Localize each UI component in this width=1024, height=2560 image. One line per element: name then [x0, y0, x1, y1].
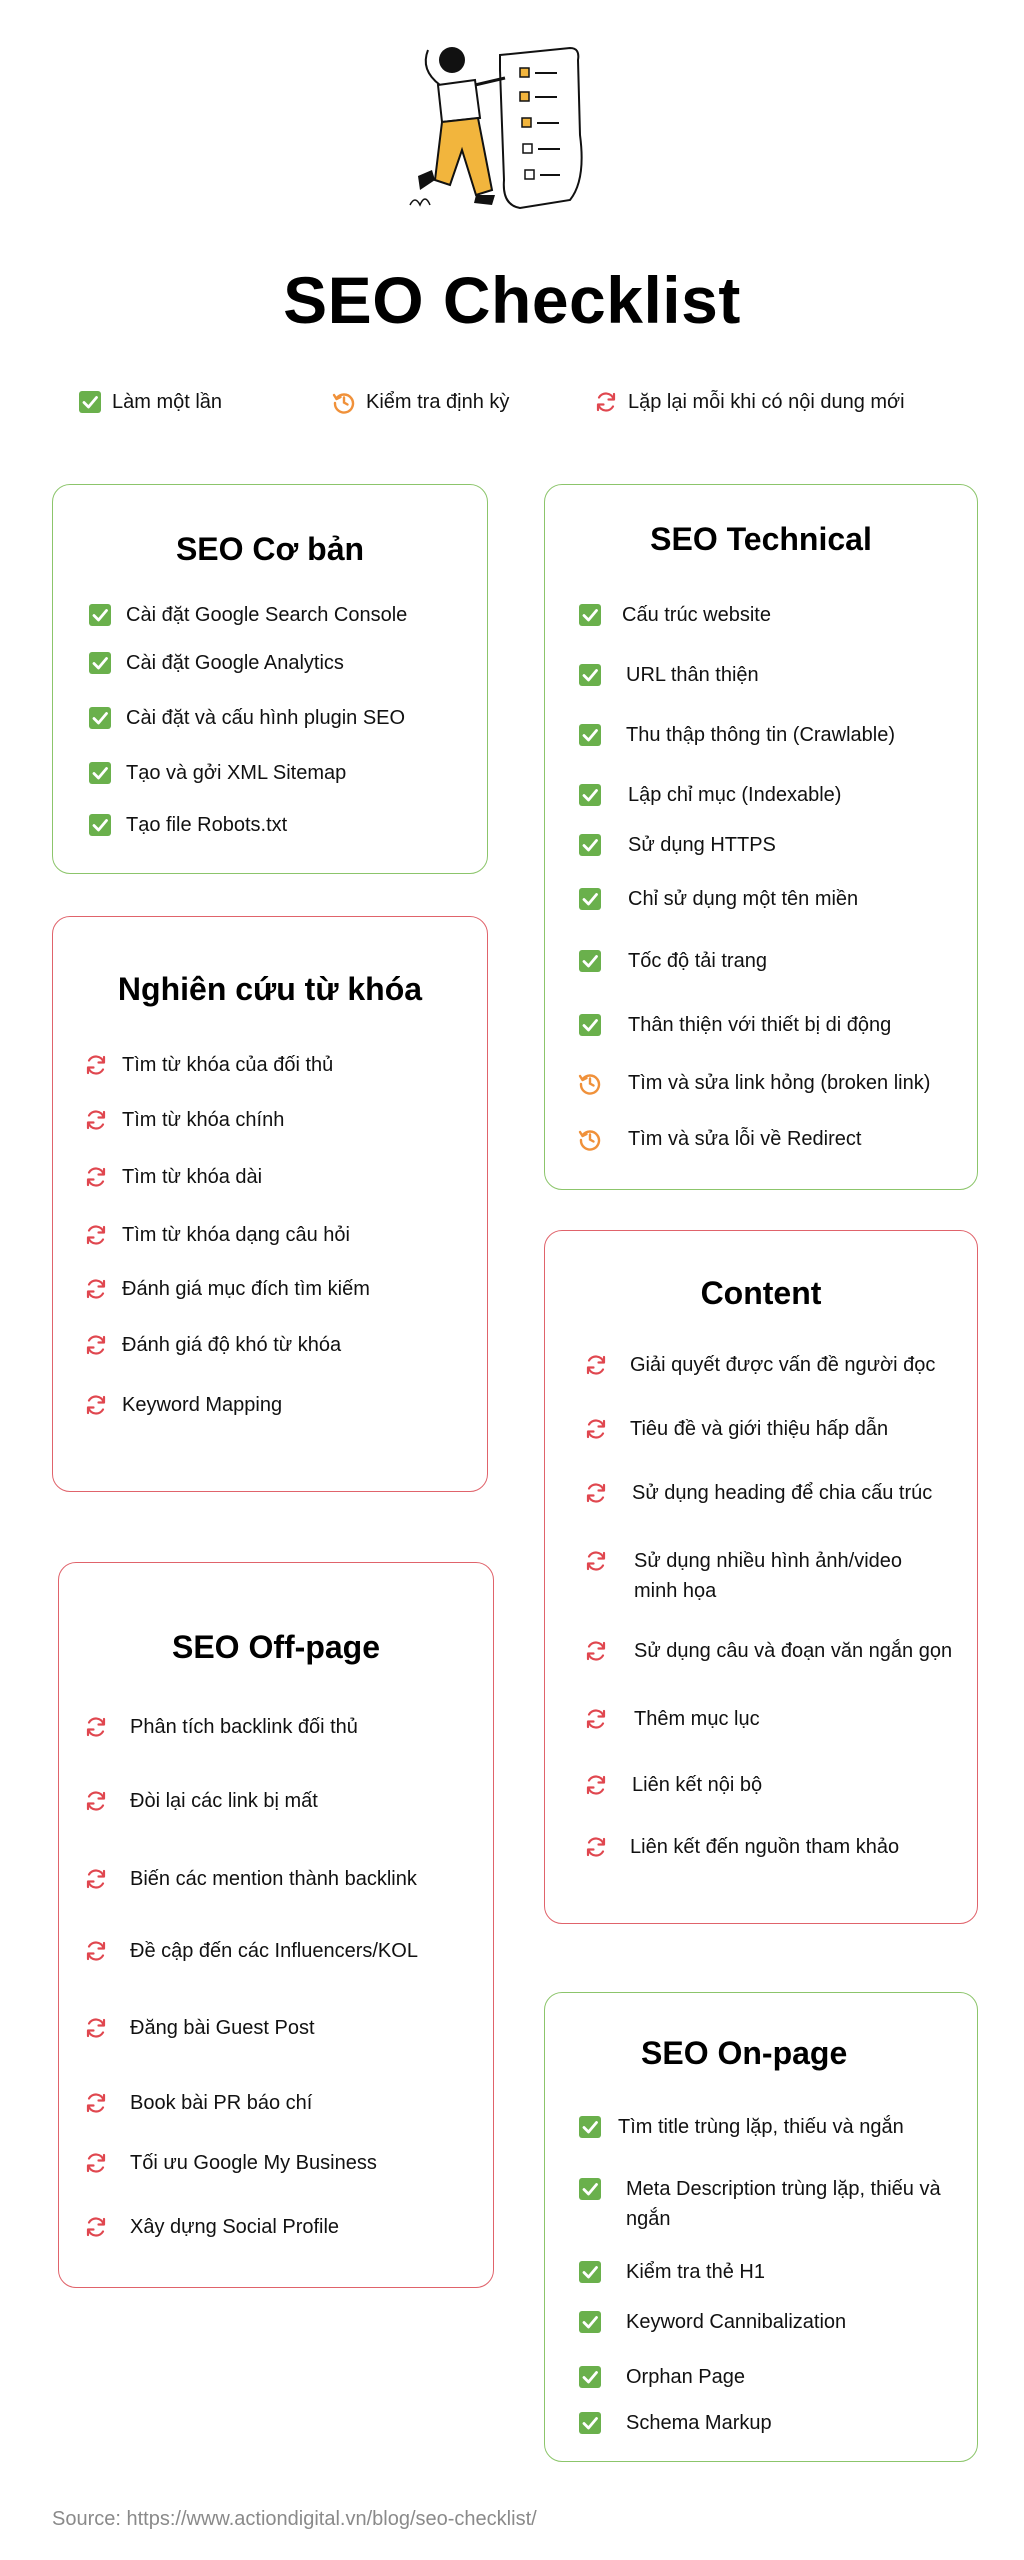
item-text: Đăng bài Guest Post: [130, 2017, 315, 2039]
item-text: Sử dụng heading để chia cấu trúc: [632, 1482, 933, 1504]
list-item: [584, 1414, 888, 1444]
card-title: SEO On-page: [641, 2035, 848, 2071]
check-icon: [578, 887, 602, 911]
refresh-icon: [84, 1108, 108, 1132]
refresh-icon: [584, 1639, 608, 1663]
item-text: Đòi lại các link bị mất: [130, 1790, 318, 1812]
refresh-icon: [84, 2091, 108, 2115]
list-item: [578, 1124, 861, 1154]
item-text: Tìm và sửa link hỏng (broken link): [628, 1072, 931, 1094]
item-text: Orphan Page: [626, 2366, 745, 2388]
list-item: [584, 1478, 932, 1508]
item-text: Tối ưu Google My Business: [130, 2152, 377, 2174]
list-item: [88, 758, 346, 788]
list-item: [578, 2257, 765, 2287]
item-text: Thêm mục lục: [634, 1708, 760, 1730]
list-item: [584, 1832, 899, 1862]
source-credit: Source: https://www.actiondigital.vn/blog/seo-checklist/: [52, 2508, 537, 2530]
item-text: Cài đặt Google Search Console: [126, 604, 408, 626]
list-item: [584, 1770, 762, 1800]
refresh-icon: [584, 1707, 608, 1731]
clock-history-icon: [332, 390, 356, 414]
list-item: [578, 2174, 958, 2234]
card-seo-offpage: [58, 1562, 494, 2288]
item-text: Thân thiện với thiết bị di động: [628, 1014, 892, 1036]
item-text: Đánh giá độ khó từ khóa: [122, 1334, 342, 1356]
refresh-icon: [584, 1353, 608, 1377]
check-icon: [88, 706, 112, 730]
list-item: [84, 1330, 341, 1360]
list-item: [84, 2148, 377, 2178]
item-text: Kiểm tra thẻ H1: [626, 2261, 765, 2283]
check-icon: [578, 2411, 602, 2435]
refresh-icon: [84, 2215, 108, 2239]
refresh-icon: [584, 1773, 608, 1797]
check-icon: [578, 2260, 602, 2284]
refresh-icon: [84, 1867, 108, 1891]
list-item: [578, 2307, 846, 2337]
list-item: [88, 810, 287, 840]
list-item: [578, 780, 841, 810]
item-text: Sử dụng HTTPS: [628, 834, 776, 856]
list-item: [84, 1864, 417, 1894]
check-icon: [88, 813, 112, 837]
item-text: Đánh giá mục đích tìm kiếm: [122, 1278, 370, 1300]
item-text: Tạo và gởi XML Sitemap: [126, 762, 347, 784]
check-icon: [578, 783, 602, 807]
refresh-icon: [84, 1789, 108, 1813]
check-icon: [578, 2115, 602, 2139]
refresh-icon: [84, 1939, 108, 1963]
item-text: Giải quyết được vấn đề người đọc: [630, 1354, 936, 1376]
item-text: Tìm từ khóa dài: [122, 1166, 263, 1188]
item-text: URL thân thiện: [626, 664, 759, 686]
refresh-icon: [84, 1165, 108, 1189]
clock-history-icon: [578, 1127, 602, 1151]
item-text: Cấu trúc website: [622, 604, 771, 626]
list-item: [584, 1636, 952, 1666]
refresh-icon: [584, 1481, 608, 1505]
item-text: Schema Markup: [626, 2412, 772, 2434]
list-item: [88, 648, 344, 678]
list-item: [88, 600, 407, 630]
item-text: Meta Description trùng lặp, thiếu và ngắn: [626, 2178, 941, 2230]
list-item: [84, 1105, 284, 1135]
list-item: [84, 1274, 370, 1304]
refresh-icon: [84, 1277, 108, 1301]
item-text: Keyword Mapping: [122, 1394, 283, 1416]
item-text: Tốc độ tải trang: [628, 950, 767, 972]
check-icon: [78, 390, 102, 414]
refresh-icon: [84, 1053, 108, 1077]
list-item: [84, 1220, 350, 1250]
list-item: [584, 1350, 935, 1380]
check-icon: [578, 603, 602, 627]
refresh-icon: [84, 2151, 108, 2175]
list-item: [578, 720, 895, 750]
item-text: Cài đặt Google Analytics: [126, 652, 344, 674]
list-item: [578, 1010, 891, 1040]
item-text: Thu thập thông tin (Crawlable): [626, 724, 896, 746]
card-title: Content: [700, 1275, 822, 1311]
legend-label: Làm một lần: [112, 390, 223, 413]
check-icon: [88, 761, 112, 785]
check-icon: [88, 651, 112, 675]
refresh-icon: [84, 2016, 108, 2040]
item-text: Sử dụng câu và đoạn văn ngắn gọn: [634, 1640, 953, 1662]
card-title: SEO Technical: [650, 521, 872, 557]
check-icon: [578, 2177, 602, 2201]
list-item: [578, 830, 776, 860]
item-text: Tiêu đề và giới thiệu hấp dẫn: [630, 1418, 889, 1440]
item-text: Xây dựng Social Profile: [130, 2216, 340, 2238]
item-text: Cài đặt và cấu hình plugin SEO: [126, 707, 406, 729]
legend-once: [78, 390, 222, 414]
list-item: [84, 1162, 262, 1192]
check-icon: [578, 949, 602, 973]
list-item: [578, 946, 767, 976]
item-text: Biến các mention thành backlink: [130, 1868, 417, 1890]
check-icon: [578, 2365, 602, 2389]
item-text: Tìm và sửa lỗi về Redirect: [628, 1128, 862, 1150]
list-item: [84, 1786, 318, 1816]
check-icon: [578, 1013, 602, 1037]
list-item: [84, 2013, 315, 2043]
list-item: [84, 1936, 418, 1966]
list-item: [84, 1050, 333, 1080]
item-text: Lập chỉ mục (Indexable): [628, 784, 842, 806]
refresh-icon: [584, 1417, 608, 1441]
list-item: [578, 1068, 930, 1098]
person-checklist-illustration: [380, 40, 610, 230]
item-text: Liên kết đến nguồn tham khảo: [630, 1836, 900, 1858]
list-item: [584, 1546, 964, 1606]
list-item: [578, 2112, 904, 2142]
item-text: Phân tích backlink đối thủ: [130, 1716, 358, 1738]
item-text: Tìm từ khóa của đối thủ: [122, 1054, 334, 1076]
item-text: Chỉ sử dụng một tên miền: [628, 888, 859, 910]
item-text: Liên kết nội bộ: [632, 1774, 763, 1796]
item-text: Keyword Cannibalization: [626, 2311, 847, 2333]
item-text: Tìm từ khóa chính: [122, 1109, 285, 1131]
list-item: [578, 2362, 745, 2392]
list-item: [84, 1390, 282, 1420]
refresh-icon: [84, 1715, 108, 1739]
list-item: [84, 2212, 339, 2242]
card-title: SEO Cơ bản: [175, 531, 365, 567]
list-item: [578, 2408, 772, 2438]
list-item: [84, 2088, 312, 2118]
check-icon: [578, 833, 602, 857]
refresh-icon: [84, 1333, 108, 1357]
card-title: SEO Off-page: [171, 1629, 380, 1665]
legend-periodic: [332, 390, 509, 414]
item-text: Sử dụng nhiều hình ảnh/video minh họa: [634, 1550, 903, 1602]
legend-label: Kiểm tra định kỳ: [366, 390, 510, 413]
refresh-icon: [584, 1549, 608, 1573]
refresh-icon: [584, 1835, 608, 1859]
item-text: Tìm từ khóa dạng câu hỏi: [122, 1224, 350, 1246]
list-item: [88, 703, 405, 733]
list-item: [578, 660, 759, 690]
hero-illustration: [380, 40, 610, 230]
item-text: Đề cập đến các Influencers/KOL: [130, 1940, 418, 1962]
refresh-icon: [594, 390, 618, 414]
list-item: [584, 1704, 760, 1734]
clock-history-icon: [578, 1071, 602, 1095]
item-text: Book bài PR báo chí: [130, 2092, 313, 2114]
item-text: Tìm title trùng lặp, thiếu và ngắn: [618, 2116, 904, 2138]
list-item: [578, 884, 858, 914]
legend-label: Lặp lại mỗi khi có nội dung mới: [628, 390, 905, 413]
check-icon: [88, 603, 112, 627]
check-icon: [578, 723, 602, 747]
list-item: [578, 600, 771, 630]
check-icon: [578, 2310, 602, 2334]
legend-repeat: [594, 390, 905, 414]
refresh-icon: [84, 1393, 108, 1417]
card-title: Nghiên cứu từ khóa: [117, 971, 423, 1007]
list-item: [84, 1712, 358, 1742]
item-text: Tạo file Robots.txt: [126, 814, 288, 836]
check-icon: [578, 663, 602, 687]
refresh-icon: [84, 1223, 108, 1247]
page-title: SEO Checklist: [283, 263, 741, 337]
